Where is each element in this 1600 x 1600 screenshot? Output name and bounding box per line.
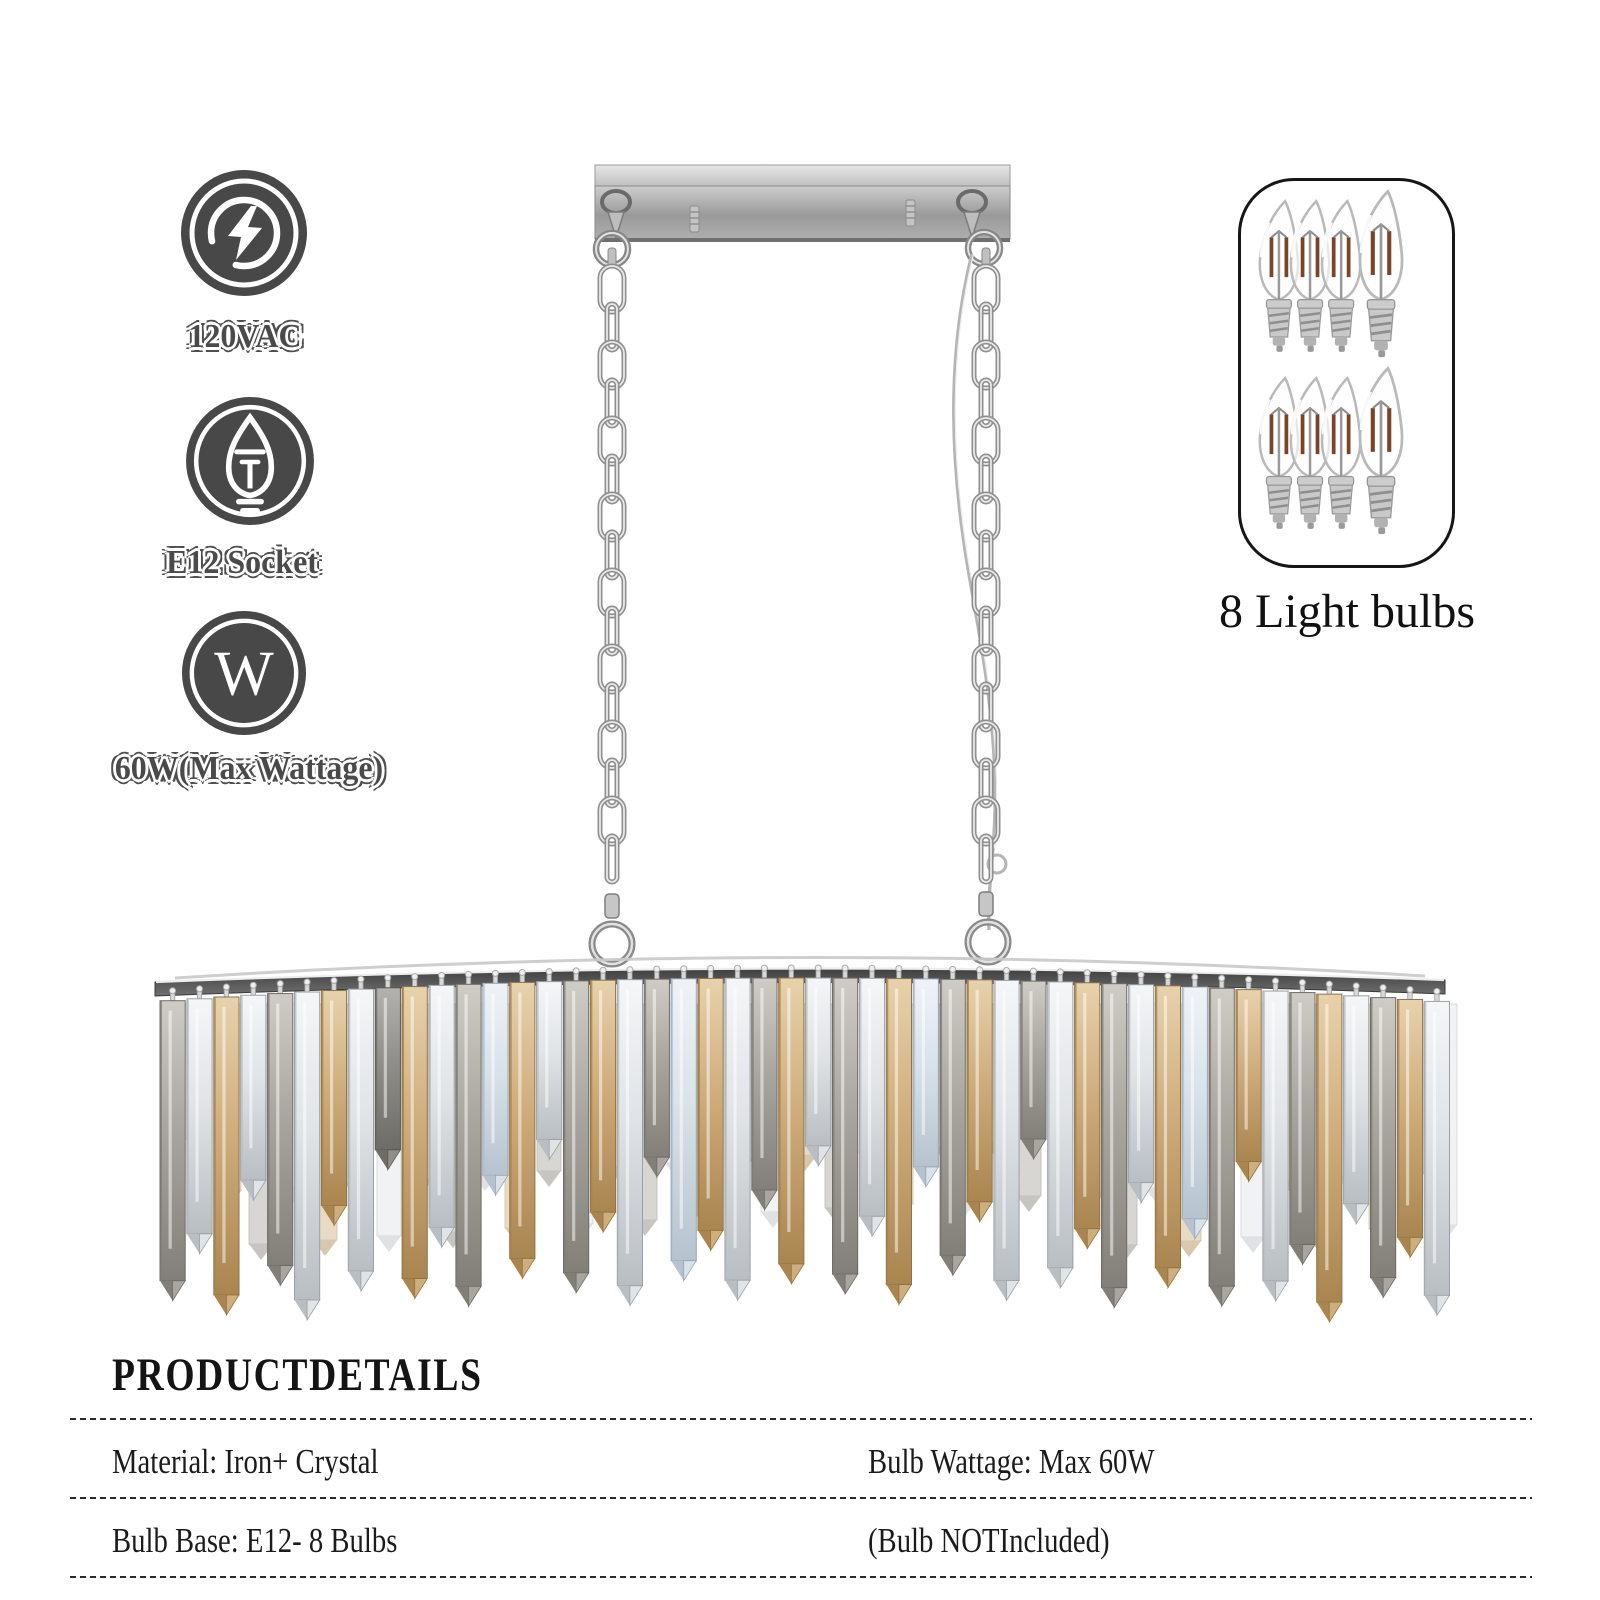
ceiling-canopy: [595, 165, 1010, 265]
detail-bulb-not-included: (Bulb NOTIncluded): [868, 1521, 1110, 1560]
canopy-screw: [906, 200, 915, 226]
divider-line: [70, 1497, 1532, 1499]
canopy-screw: [690, 206, 699, 232]
details-heading: PRODUCTDETAILS: [112, 1349, 483, 1401]
detail-bulb-wattage: Bulb Wattage: Max 60W: [868, 1442, 1155, 1481]
wattage-label: 60W(Max Wattage): [114, 750, 384, 787]
detail-bulb-base: Bulb Base: E12- 8 Bulbs: [112, 1521, 398, 1560]
detail-material: Material: Iron+ Crystal: [112, 1442, 379, 1481]
divider-line: [70, 1418, 1532, 1420]
bulb-count-caption: 8 Light bulbs: [1218, 585, 1475, 638]
hanging-chains: [600, 248, 998, 918]
divider-line: [70, 1576, 1532, 1578]
included-bulbs-panel: [1238, 178, 1455, 568]
voltage-label: 120VAC: [188, 318, 302, 355]
watt-glyph: W: [214, 638, 274, 709]
socket-label: E12 Socket: [166, 544, 318, 581]
